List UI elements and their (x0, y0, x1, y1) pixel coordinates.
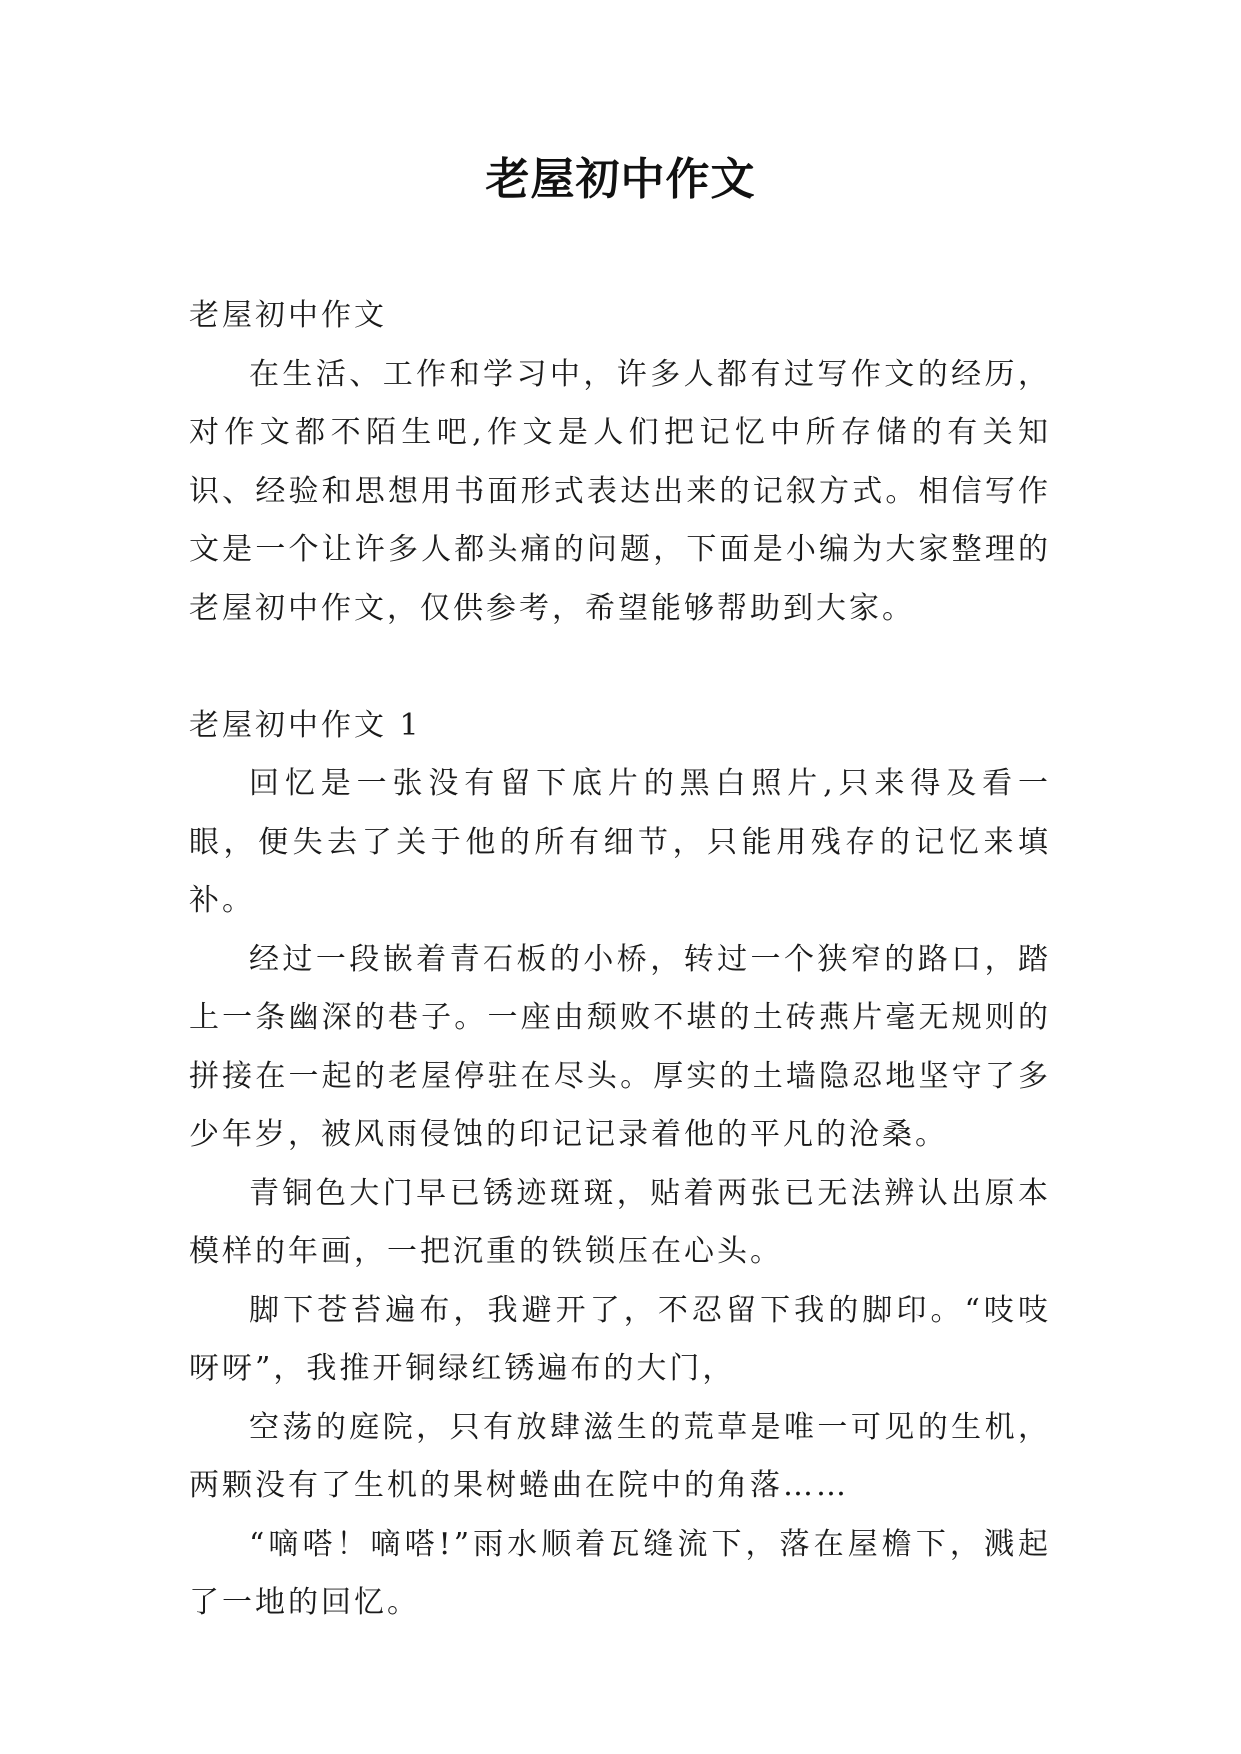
section-spacer (189, 638, 1051, 697)
essay-paragraph: 青铜色大门早已锈迹斑斑，贴着两张已无法辨认出原本模样的年画，一把沉重的铁锁压在心头。 (189, 1175, 1051, 1269)
essay-paragraph: 经过一段嵌着青石板的小桥，转过一个狭窄的路口，踏上一条幽深的巷子。一座由颓败不堪的土砖燕片毫无规则的拼接在一起的老屋停驻在尽头。厚实的土墙隐忍地坚守了多少年岁，被风雨侵蚀的印记记录着他的平凡的沧桑。 (189, 941, 1051, 1152)
essay-paragraph: 回忆是一张没有留下底片的黑白照片,只来得及看一眼，便失去了关于他的所有细节，只能用残存的记忆来填补。 (189, 766, 1051, 918)
essay-paragraph: 脚下苍苔遍布，我避开了，不忍留下我的脚印。“吱吱呀呀”，我推开铜绿红锈遍布的大门， (189, 1292, 1051, 1386)
document-title: 老屋初中作文 (485, 154, 756, 205)
document-body (189, 287, 1051, 1633)
essay-paragraph: 空荡的庭院，只有放肆滋生的荒草是唯一可见的生机，两颗没有了生机的果树蜷曲在院中的角落…… (189, 1409, 1051, 1503)
intro-heading: 老屋初中作文 (189, 298, 387, 333)
essay-heading: 老屋初中作文 1 (189, 707, 422, 743)
essay-paragraph: “嘀嗒！嘀嗒!”雨水顺着瓦缝流下，落在屋檐下，溅起了一地的回忆。 (189, 1526, 1051, 1620)
intro-paragraph: 在生活、工作和学习中，许多人都有过写作文的经历，对作文都不陌生吧,作文是人们把记忆中所存储的有关知识、经验和思想用书面形式表达出来的记叙方式。相信写作文是一个让许多人都头痛的问题，下面是小编为大家整理的老屋初中作文，仅供参考，希望能够帮助到大家。 (189, 356, 1051, 626)
